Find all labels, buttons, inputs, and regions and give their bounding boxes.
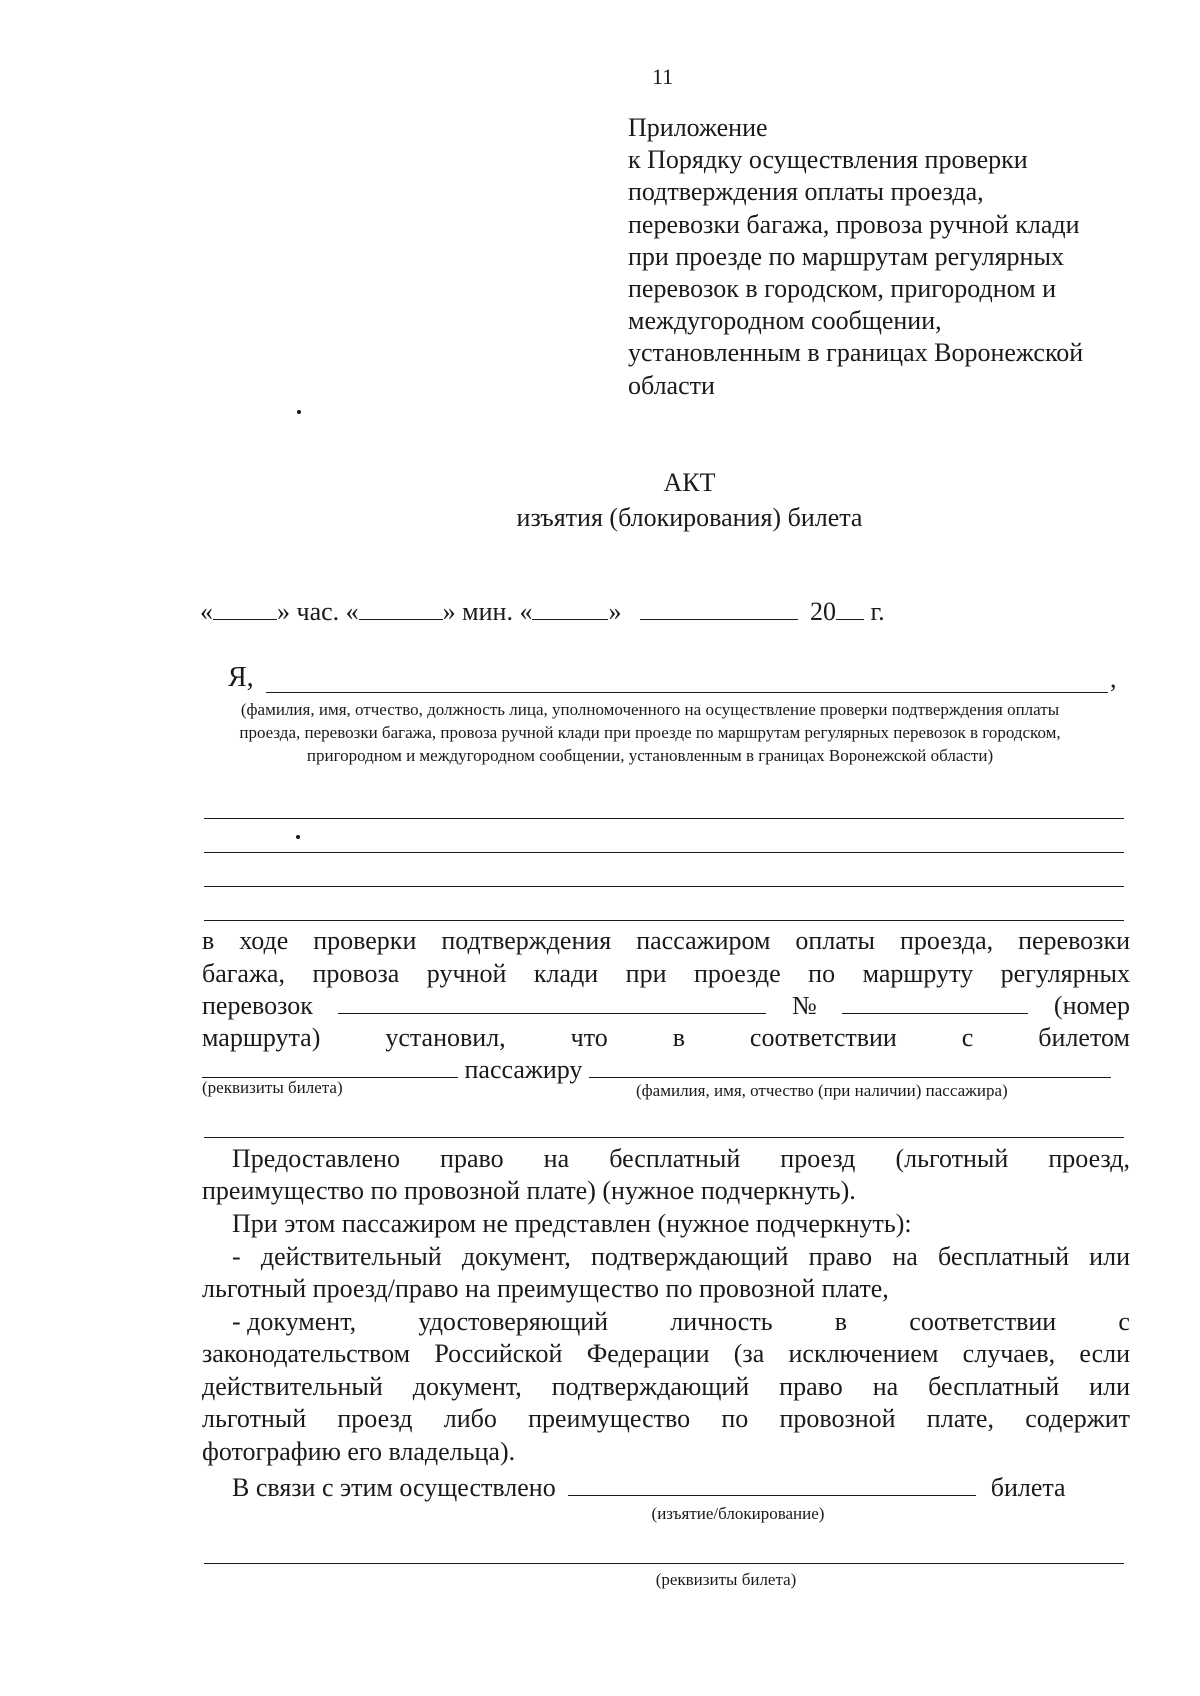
- not-presented-item-2-line-5: фотографию его владельца).: [202, 1437, 516, 1466]
- passenger-caption: (фамилия, имя, отчество (при наличии) пассажира): [636, 1081, 1008, 1100]
- appendix-line: перевозок в городском, пригородном и: [628, 274, 1057, 304]
- appendix-header: [628, 112, 1188, 402]
- granted-line-2: преимущество по провозной плате) (нужное подчеркнуть).: [202, 1176, 856, 1205]
- appendix-line: установленным в границах Воронежской: [628, 338, 1084, 368]
- check-line-1: в ходе проверки подтверждения пассажиром оплаты проезда, перевозки: [202, 926, 1130, 955]
- ticket-details-caption: (реквизиты билета): [655, 1570, 797, 1589]
- not-presented-item-1-line-1: - действительный документ, подтверждающий право на бесплатный или: [232, 1242, 1130, 1271]
- passenger-name-field[interactable]: [589, 1055, 1111, 1078]
- appendix-line: подтверждения оплаты проезда,: [628, 177, 984, 207]
- not-presented-item-2-line-4: льготный проезд либо преимущество по провозной плате, содержит: [202, 1404, 1130, 1433]
- page-number: 11: [652, 64, 674, 89]
- appendix-line: междугородном сообщении,: [628, 306, 942, 336]
- inspector-continuation-line[interactable]: [204, 920, 1124, 921]
- month-field[interactable]: [640, 597, 798, 620]
- carrier-field[interactable]: [338, 991, 766, 1014]
- check-line-4: маршрута) установил, что в соответствии с билетом: [202, 1023, 1130, 1052]
- date-time-line: « » час. « » мин. « » 20 г.: [200, 597, 885, 626]
- check-line-3: перевозок № (номер: [202, 991, 1130, 1020]
- inspector-comma: ,: [1110, 664, 1117, 693]
- result-line: В связи с этим осуществлено билета: [232, 1473, 1066, 1502]
- granted-line-1: Предоставлено право на бесплатный проезд (льготный проезд,: [232, 1144, 1130, 1173]
- not-presented-intro: При этом пассажиром не представлен (нужное подчеркнуть):: [232, 1209, 912, 1238]
- scan-speck: [296, 835, 300, 839]
- route-number-field[interactable]: [842, 991, 1028, 1014]
- not-presented-item-2-line-3: действительный документ, подтверждающий право на бесплатный или: [202, 1372, 1130, 1401]
- appendix-line: Приложение: [628, 113, 768, 142]
- ticket-field[interactable]: [202, 1055, 458, 1078]
- year-field[interactable]: [836, 597, 864, 620]
- appendix-line: перевозки багажа, провоза ручной клади: [628, 209, 1080, 239]
- not-presented-item-2-line-2: законодательством Российской Федерации (за исключением случаев, если: [202, 1339, 1130, 1368]
- act-subtitle: изъятия (блокирования) билета: [516, 503, 863, 532]
- not-presented-item-1-line-2: льготный проезд/право на преимущество по провозной плате,: [202, 1274, 889, 1303]
- appendix-line: при проезде по маршрутам регулярных: [628, 241, 1064, 271]
- not-presented-item-2-line-1: - документ, удостоверяющий личность в соответствии с: [232, 1307, 1130, 1336]
- inspector-continuation-line[interactable]: [204, 818, 1124, 819]
- appendix-line: к Порядку осуществления проверки: [628, 145, 1028, 175]
- inspector-name-field[interactable]: [266, 692, 1108, 693]
- act-title: АКТ: [663, 468, 716, 497]
- hour-field[interactable]: [213, 597, 277, 620]
- passenger-continuation-line[interactable]: [204, 1137, 1124, 1138]
- ticket-caption: (реквизиты билета): [202, 1078, 343, 1097]
- action-caption: (изъятие/блокирование): [651, 1504, 825, 1523]
- day-field[interactable]: [532, 597, 608, 620]
- inspector-caption: (фамилия, имя, отчество, должность лица, уполномоченного на осуществление проверки подтверждения оплаты проезда, перевозки багажа, провоза ручной клади при проезде по маршрутам регулярных перевозок в городском, пригородном и междугородном сообщении, установленным в границах Воронежской области): [239, 700, 1061, 765]
- inspector-prefix: Я,: [228, 662, 254, 693]
- action-field[interactable]: [568, 1473, 976, 1496]
- check-line-5: пассажиру: [202, 1054, 1130, 1085]
- minute-field[interactable]: [359, 597, 443, 620]
- appendix-line: области: [628, 370, 715, 400]
- scan-speck: [297, 410, 301, 414]
- check-line-2: багажа, провоза ручной клади при проезде по маршруту регулярных: [202, 959, 1130, 988]
- inspector-continuation-line[interactable]: [204, 852, 1124, 853]
- inspector-continuation-line[interactable]: [204, 886, 1124, 887]
- ticket-details-line[interactable]: [204, 1563, 1124, 1564]
